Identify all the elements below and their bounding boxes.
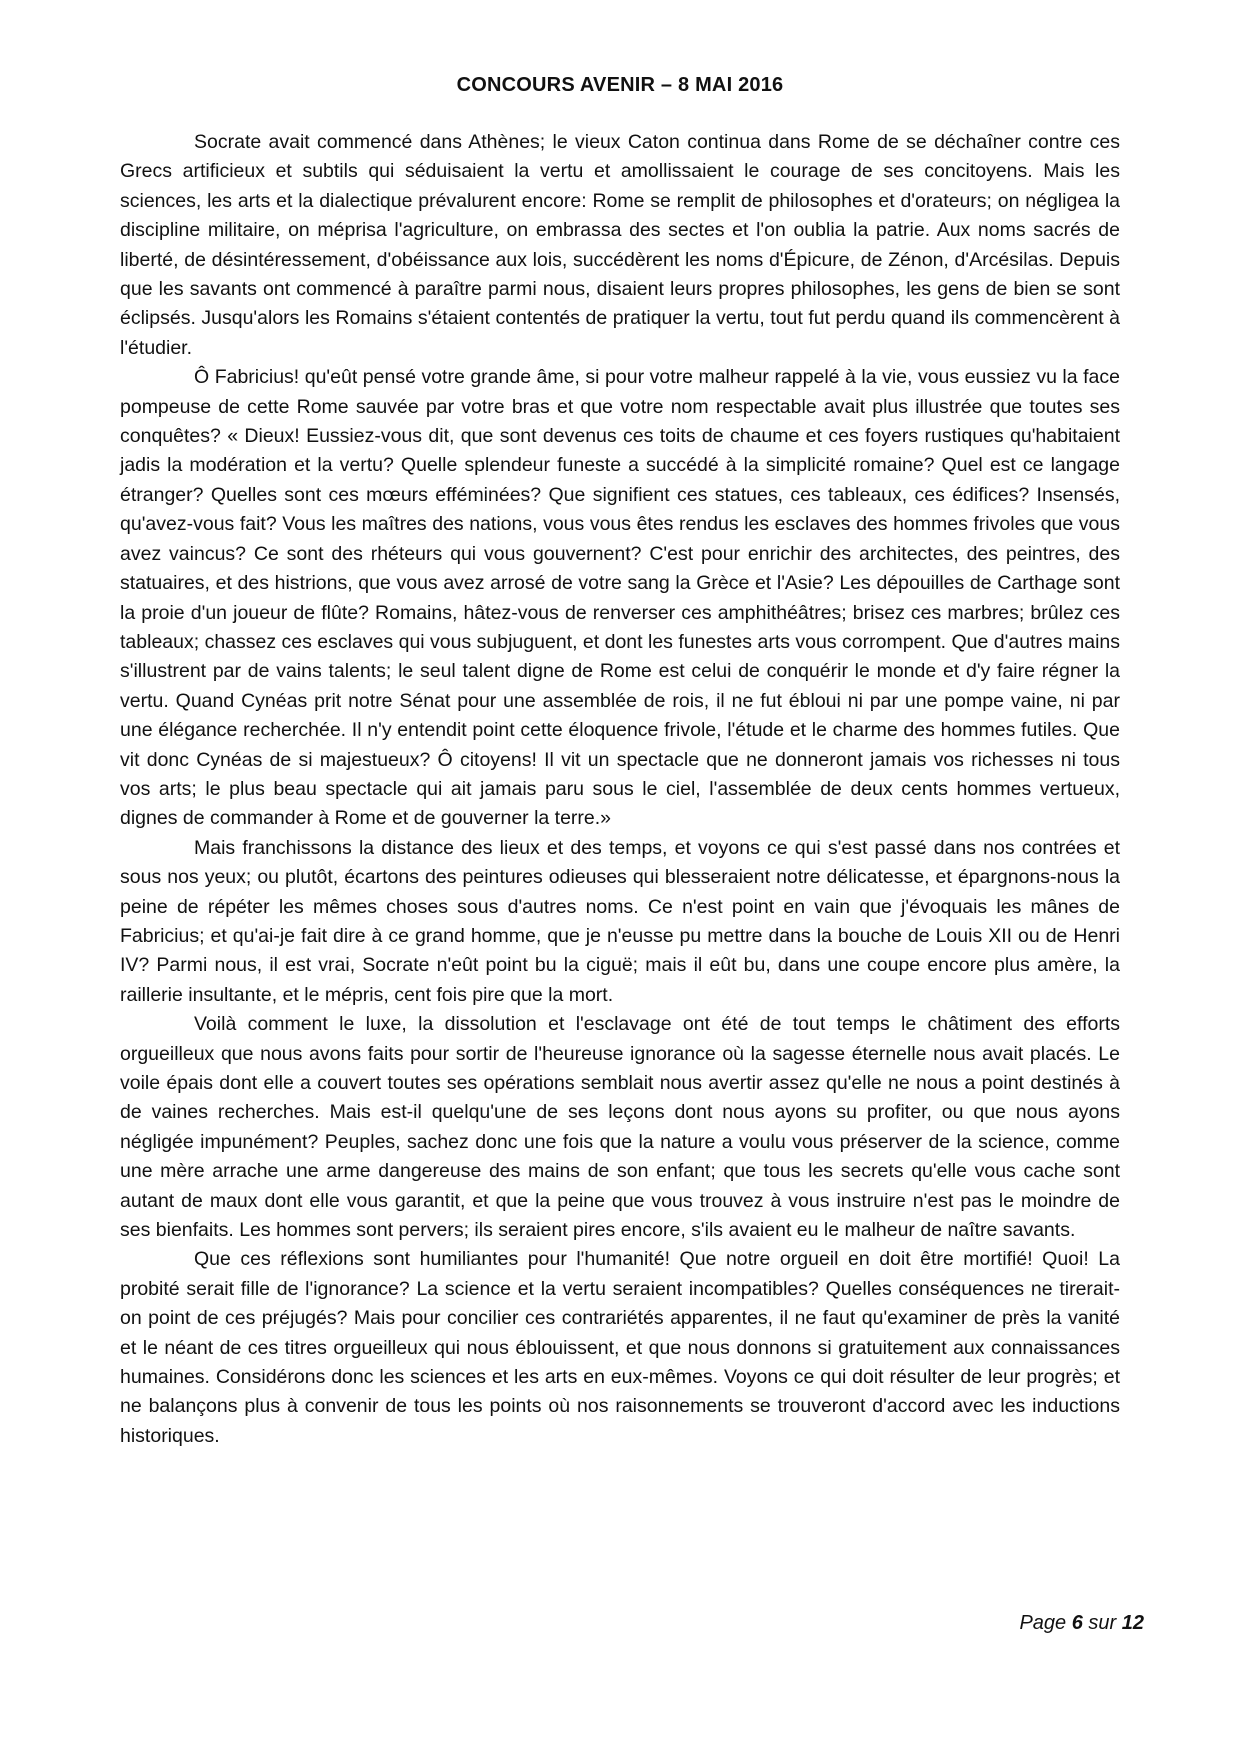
- page-current: 6: [1071, 1612, 1083, 1634]
- page-header-title: CONCOURS AVENIR – 8 MAI 2016: [456, 74, 784, 96]
- page-prefix: Page: [1019, 1612, 1072, 1634]
- page-number-footer: [1019, 1612, 1144, 1635]
- paragraph-4: Voilà comment le luxe, la dissolution et l'esclavage ont été de tout temps le châtiment des efforts orgueilleux que nous avons faits pour sortir de l'heureuse ignorance où la sagesse éternelle nous avait placés. Le voile épais dont elle a couvert toutes ses opérations semblait nous avertir assez qu'elle ne nous a point destinés à de vaines recherches. Mais est-il quelqu'une de ses leçons dont nous ayons su profiter, ou que nous ayons négligée impunément? Peuples, sachez donc une fois que la nature a voulu vous préserver de la science, comme une mère arrache une arme dangereuse des mains de son enfant; que tous les secrets qu'elle vous cache sont autant de maux dont elle vous garantit, et que la peine que vous trouvez à vous instruire n'est pas le moindre de ses bienfaits. Les hommes sont pervers; ils seraient pires encore, s'ils avaient eu le malheur de naître savants.: [120, 1013, 1120, 1242]
- paragraph-2: Ô Fabricius! qu'eût pensé votre grande âme, si pour votre malheur rappelé à la vie, vous eussiez vu la face pompeuse de cette Rome sauvée par votre bras et que votre nom respectable avait plus illustrée que toutes ses conquêtes? « Dieux! Eussiez-vous dit, que sont devenus ces toits de chaume et ces foyers rustiques qu'habitaient jadis la modération et la vertu? Quelle splendeur funeste a succédé à la simplicité romaine? Quel est ce langage étranger? Quelles sont ces mœurs efféminées? Que signifient ces statues, ces tableaux, ces édifices? Insensés, qu'avez-vous fait? Vous les maîtres des nations, vous vous êtes rendus les esclaves des hommes frivoles que vous avez vaincus? Ce sont des rhéteurs qui vous gouvernent? C'est pour enrichir des architectes, des peintres, des statuaires, et des histrions, que vous avez arrosé de votre sang la Grèce et l'Asie? Les dépouilles de Carthage sont la proie d'un joueur de flûte? Romains, hâtez-vous de renverser ces amphithéâtres; brisez ces marbres; brûlez ces tableaux; chassez ces esclaves qui vous subjuguent, et dont les funestes arts vous corrompent. Que d'autres mains s'illustrent par de vains talents; le seul talent digne de Rome est celui de conquérir le monde et d'y faire régner la vertu. Quand Cynéas prit notre Sénat pour une assemblée de rois, il ne fut ébloui ni par une pompe vaine, ni par une élégance recherchée. Il n'y entendit point cette éloquence frivole, l'étude et le charme des hommes futiles. Que vit donc Cynéas de si majestueux? Ô citoyens! Il vit un spectacle que ne donneront jamais vos richesses ni tous vos arts; le plus beau spectacle qui ait jamais paru sous le ciel, l'assemblée de deux cents hommes vertueux, dignes de commander à Rome et de gouverner la terre.»: [120, 366, 1120, 830]
- document-body: [120, 128, 1120, 1451]
- page-separator: sur: [1082, 1612, 1122, 1634]
- paragraph-3: Mais franchissons la distance des lieux et des temps, et voyons ce qui s'est passé dans nos contrées et sous nos yeux; ou plutôt, écartons des peintures odieuses qui blesseraient notre délicatesse, et épargnons-nous la peine de répéter les mêmes choses sous d'autres noms. Ce n'est point en vain que j'évoquais les mânes de Fabricius; et qu'ai-je fait dire à ce grand homme, que je n'eusse pu mettre dans la bouche de Louis XII ou de Henri IV? Parmi nous, il est vrai, Socrate n'eût point bu la ciguë; mais il eût bu, dans une coupe encore plus amère, la raillerie insultante, et le mépris, cent fois pire que la mort.: [120, 836, 1120, 1006]
- page-total: 12: [1121, 1612, 1144, 1634]
- paragraph-5: Que ces réflexions sont humiliantes pour l'humanité! Que notre orgueil en doit être mortifié! Quoi! La probité serait fille de l'ignorance? La science et la vertu seraient incompatibles? Quelles conséquences ne tirerait-on point de ces préjugés? Mais pour concilier ces contrariétés apparentes, il ne faut qu'examiner de près la vanité et le néant de ces titres orgueilleux qui nous éblouissent, et que nous donnons si gratuitement aux connaissances humaines. Considérons donc les sciences et les arts en eux-mêmes. Voyons ce qui doit résulter de leur progrès; et ne balançons plus à convenir de tous les points où nos raisonnements se trouveront d'accord avec les inductions historiques.: [120, 1248, 1120, 1447]
- paragraph-1: Socrate avait commencé dans Athènes; le vieux Caton continua dans Rome de se déchaîner contre ces Grecs artificieux et subtils qui séduisaient la vertu et amollissaient le courage de ses concitoyens. Mais les sciences, les arts et la dialectique prévalurent encore: Rome se remplit de philosophes et d'orateurs; on négligea la discipline militaire, on méprisa l'agriculture, on embrassa des sectes et l'on oublia la patrie. Aux noms sacrés de liberté, de désintéressement, d'obéissance aux lois, succédèrent les noms d'Épicure, de Zénon, d'Arcésilas. Depuis que les savants ont commencé à paraître parmi nous, disaient leurs propres philosophes, les gens de bien se sont éclipsés. Jusqu'alors les Romains s'étaient contentés de pratiquer la vertu, tout fut perdu quand ils commencèrent à l'étudier.: [120, 131, 1120, 359]
